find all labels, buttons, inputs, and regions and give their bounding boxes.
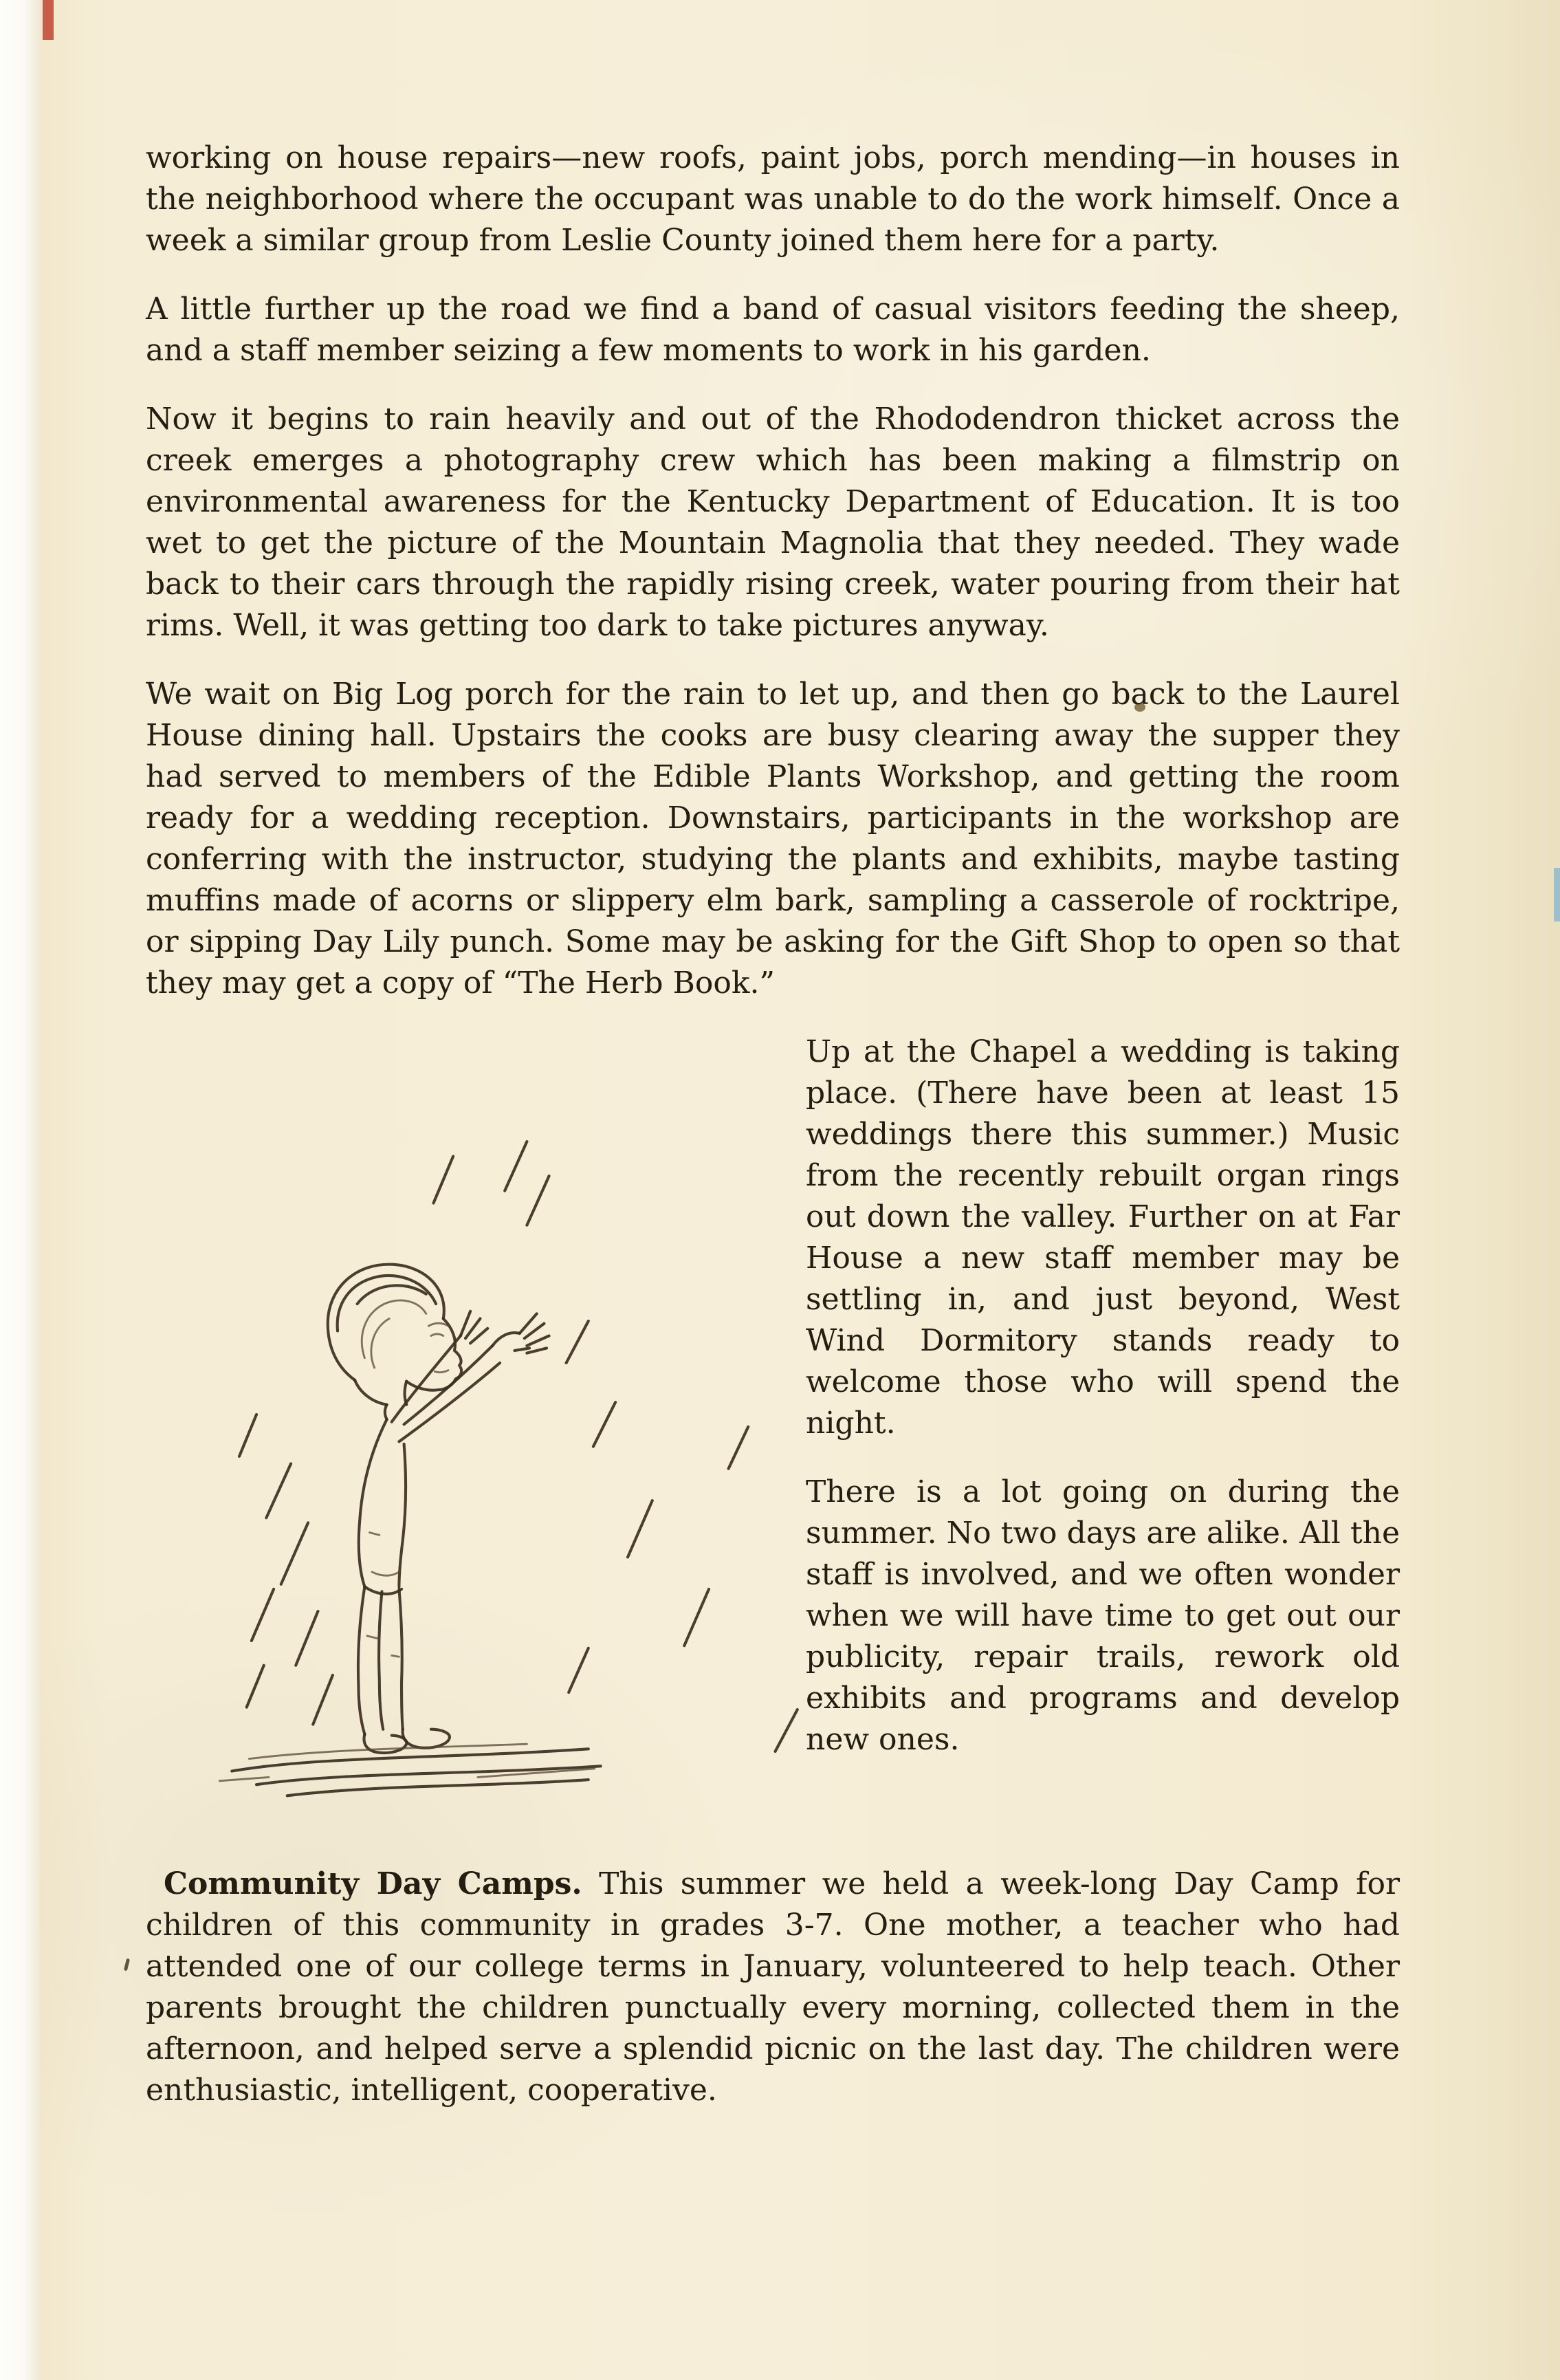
body-paragraph-5: Up at the Chapel a wedding is taking place. (There have been at least 15 weddings there this summer.) Music from the recently rebuilt organ rings out down the valley. Further on at Far House a new staff member may be settling in, and just beyond, West Wind Dormitory stands ready to welcome those who will spend the night.	[806, 1034, 1400, 1441]
scan-artifact-blue	[1554, 868, 1560, 921]
body-paragraph-4: We wait on Big Log porch for the rain to let up, and then go back to the Laurel House dining hall. Upstairs the cooks are busy clearing away the supper they had served to members of the Edible Plants Workshop, and getting the room ready for a wedding reception. Downstairs, participants in the workshop are conferring with the instructor, studying the plants and exhibits, maybe tasting muffins made of acorns or slippery elm bark, sampling a casserole of rocktripe, or sipping Day Lily punch. Some may be asking for the Gift Shop to open so that they may get a copy of “The Herb Book.”	[146, 677, 1400, 1001]
page-text-block	[146, 0, 1400, 2139]
body-paragraph-6: There is a lot going on during the summer. No two days are alike. All the staff is involved, and we often wonder when we will have time to get out our publicity, repair trails, rework old exhibits and programs and develop new ones.	[806, 1474, 1400, 1757]
body-paragraph-2: A little further up the road we find a band of casual visitors feeding the sheep, and a staff member seizing a few moments to work in his garden.	[146, 292, 1400, 368]
body-paragraph-7	[146, 1864, 1400, 2111]
body-paragraph-1: working on house repairs—new roofs, paint jobs, porch mending—in houses in the neighborhood where the occupant was unable to do the work himself. Once a week a similar group from Leslie County joined them here for a party.	[146, 140, 1400, 258]
paragraph-7-text: This summer we held a week-long Day Camp for children of this community in grades 3-7. One mother, a teacher who had attended one of our college terms in January, volunteered to help teach. Other parents brought the children punctually every morning, collected them in the afternoon, and helped serve a splendid picnic on the last day. The children were enthusiastic, intelligent, cooperative.	[146, 1866, 1400, 2108]
paragraph-lead-community-day-camps: Community Day Camps.	[164, 1866, 582, 1901]
illustrated-section	[146, 1031, 1400, 1864]
body-paragraph-3: Now it begins to rain heavily and out of the Rhododendron thicket across the creek emerges a photography crew which has been making a filmstrip on environmental awareness for the Kentucky Department of Education. It is too wet to get the picture of the Mountain Magnolia that they needed. They wade back to their cars through the rapidly rising creek, water pouring from their hat rims. Well, it was getting too dark to take pictures anyway.	[146, 402, 1400, 643]
scan-artifact-red	[43, 0, 54, 40]
scan-edge-strip	[0, 0, 40, 2380]
stray-ink-mark	[124, 1958, 130, 1972]
